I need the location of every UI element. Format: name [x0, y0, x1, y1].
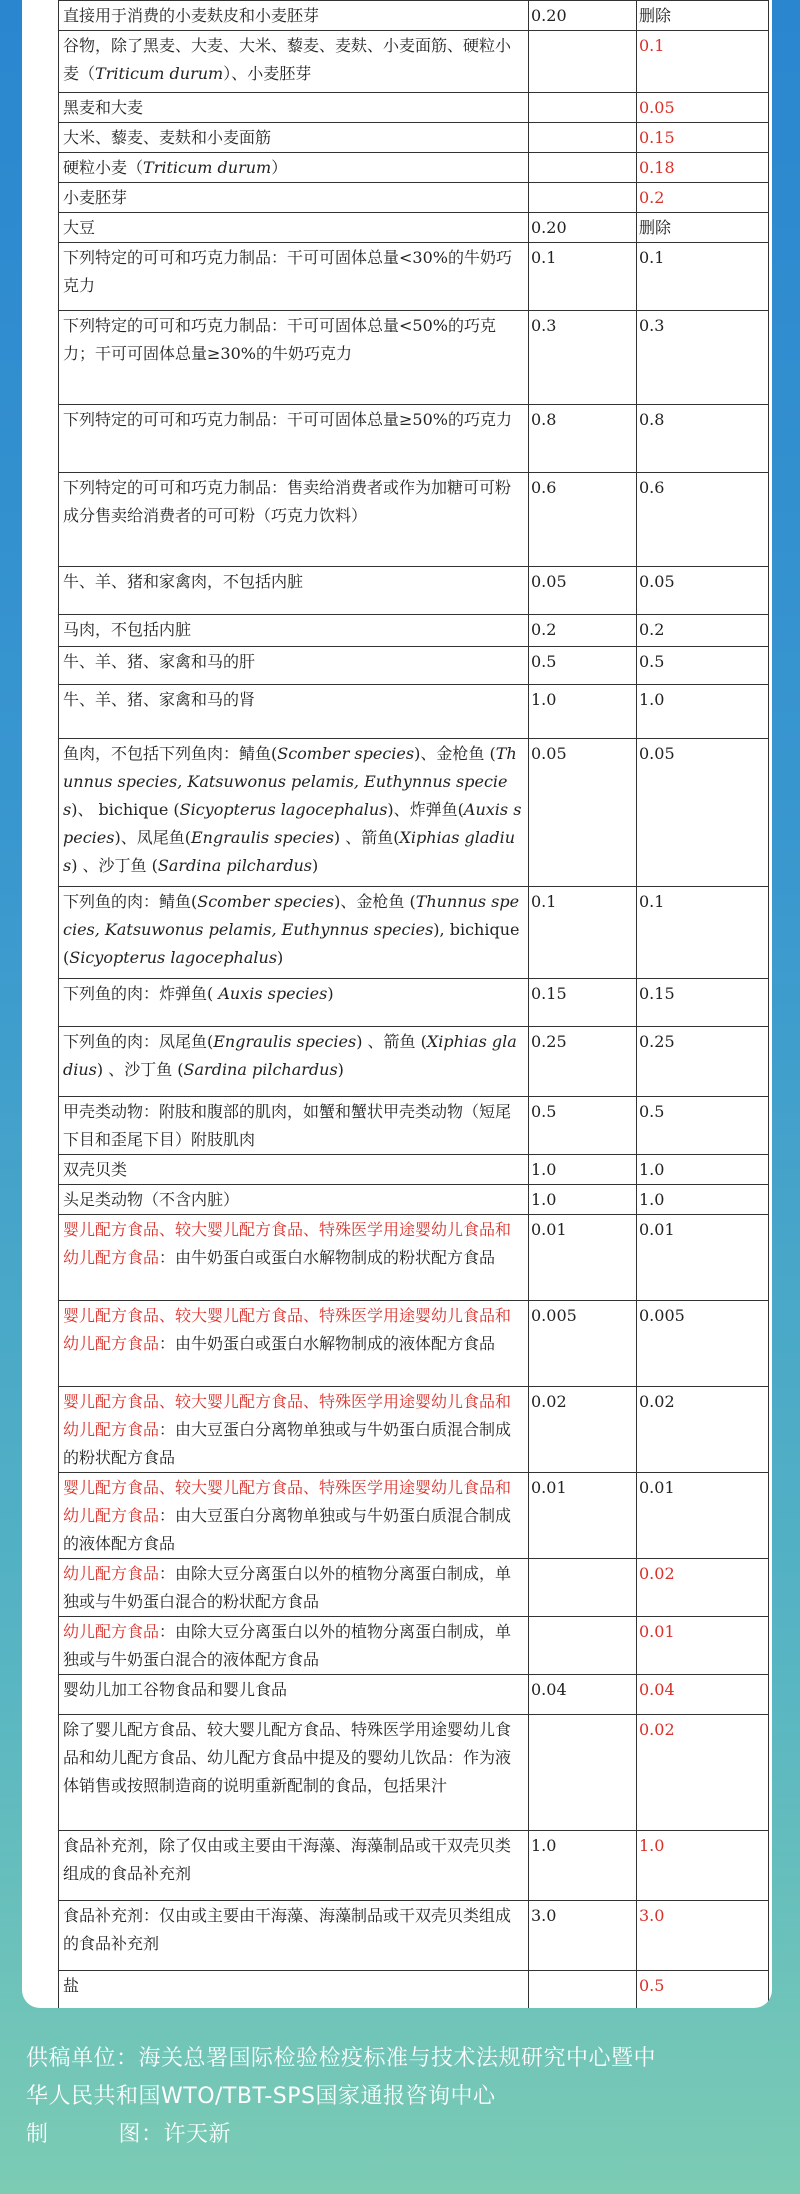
maker-label-b: 图：: [118, 2122, 164, 2147]
table-row: [59, 1185, 769, 1215]
current-limit-cell: 0.3: [529, 311, 637, 405]
proposed-limit-cell: 0.02: [637, 1715, 769, 1831]
table-row: [59, 1831, 769, 1901]
food-category-cell: 黑麦和大麦: [59, 93, 529, 123]
proposed-limit-cell: 0.2: [637, 615, 769, 647]
food-category-cell: 盐: [59, 1971, 529, 2009]
table-row: [59, 685, 769, 739]
proposed-limit-cell: 1.0: [637, 1831, 769, 1901]
table-row: [59, 243, 769, 311]
food-category-cell: 牛、羊、猪、家禽和马的肝: [59, 647, 529, 685]
food-category-cell: 牛、羊、猪和家禽肉，不包括内脏: [59, 567, 529, 615]
food-category-cell: 头足类动物（不含内脏）: [59, 1185, 529, 1215]
food-category-cell: 下列鱼的肉：凤尾鱼(Engraulis species) 、箭鱼 (Xiphias gladius) 、沙丁鱼 (Sardina pilchardus): [59, 1027, 529, 1097]
limits-table: [58, 0, 769, 2008]
food-category-cell: 幼儿配方食品：由除大豆分离蛋白以外的植物分离蛋白制成，单独或与牛奶蛋白混合的液体配方食品: [59, 1617, 529, 1675]
current-limit-cell: [529, 1617, 637, 1675]
proposed-limit-cell: 0.1: [637, 31, 769, 93]
source-text-1: 海关总署国际检验检疫标准与技术法规研究中心暨中: [138, 2046, 657, 2071]
table-row: [59, 311, 769, 405]
food-category-cell: 大米、藜麦、麦麸和小麦面筋: [59, 123, 529, 153]
food-category-cell: 甲壳类动物：附肢和腹部的肌肉，如蟹和蟹状甲壳类动物（短尾下目和歪尾下目）附肢肌肉: [59, 1097, 529, 1155]
food-category-cell: 牛、羊、猪、家禽和马的肾: [59, 685, 529, 739]
table-row: [59, 1473, 769, 1559]
proposed-limit-cell: 0.04: [637, 1675, 769, 1715]
proposed-limit-cell: 0.02: [637, 1559, 769, 1617]
food-category-cell: 直接用于消费的小麦麸皮和小麦胚芽: [59, 1, 529, 31]
food-category-cell: 小麦胚芽: [59, 183, 529, 213]
content-card: [22, 0, 772, 2008]
current-limit-cell: [529, 183, 637, 213]
current-limit-cell: 3.0: [529, 1901, 637, 1971]
proposed-limit-cell: 0.5: [637, 1097, 769, 1155]
proposed-limit-cell: 0.3: [637, 311, 769, 405]
current-limit-cell: 0.1: [529, 887, 637, 979]
food-category-cell: 下列特定的可可和巧克力制品：干可可固体总量≥50%的巧克力: [59, 405, 529, 473]
current-limit-cell: 1.0: [529, 1155, 637, 1185]
current-limit-cell: [529, 1971, 637, 2009]
food-category-cell: 食品补充剂：仅由或主要由干海藻、海藻制品或干双壳贝类组成的食品补充剂: [59, 1901, 529, 1971]
proposed-limit-cell: 3.0: [637, 1901, 769, 1971]
current-limit-cell: 0.01: [529, 1473, 637, 1559]
food-category-cell: 下列特定的可可和巧克力制品：售卖给消费者或作为加糖可可粉成分售卖给消费者的可可粉（巧克力饮料）: [59, 473, 529, 567]
footer-source-line1: [26, 2040, 786, 2078]
current-limit-cell: [529, 123, 637, 153]
table-row: [59, 93, 769, 123]
table-row: [59, 1215, 769, 1301]
proposed-limit-cell: 0.18: [637, 153, 769, 183]
food-category-cell: 婴幼儿加工谷物食品和婴儿食品: [59, 1675, 529, 1715]
footer-source-line2: [26, 2078, 786, 2116]
current-limit-cell: 0.05: [529, 567, 637, 615]
table-row: [59, 1617, 769, 1675]
food-category-cell: 婴儿配方食品、较大婴儿配方食品、特殊医学用途婴幼儿食品和幼儿配方食品：由牛奶蛋白或蛋白水解物制成的液体配方食品: [59, 1301, 529, 1387]
food-category-cell: 双壳贝类: [59, 1155, 529, 1185]
current-limit-cell: 0.20: [529, 1, 637, 31]
current-limit-cell: 0.05: [529, 739, 637, 887]
food-category-cell: 马肉，不包括内脏: [59, 615, 529, 647]
food-category-cell: 鱼肉，不包括下列鱼肉：鲭鱼(Scomber species)、金枪鱼 (Thunnus species, Katsuwonus pelamis, Euthynnus species)、 bichique (Sicyopterus lagocephalus)、炸弹鱼(Auxis species)、凤尾鱼(Engraulis species) 、箭鱼(Xiphias gladius) 、沙丁鱼 (Sardina pilchardus): [59, 739, 529, 887]
proposed-limit-cell: 0.15: [637, 123, 769, 153]
food-category-cell: 食品补充剂，除了仅由或主要由干海藻、海藻制品或干双壳贝类组成的食品补充剂: [59, 1831, 529, 1901]
proposed-limit-cell: 0.01: [637, 1473, 769, 1559]
table-row: [59, 1387, 769, 1473]
current-limit-cell: 0.2: [529, 615, 637, 647]
current-limit-cell: 0.6: [529, 473, 637, 567]
table-row: [59, 1027, 769, 1097]
table-row: [59, 1155, 769, 1185]
table-row: [59, 647, 769, 685]
table-row: [59, 213, 769, 243]
current-limit-cell: 0.8: [529, 405, 637, 473]
current-limit-cell: 0.25: [529, 1027, 637, 1097]
current-limit-cell: [529, 93, 637, 123]
food-category-cell: 下列鱼的肉：炸弹鱼( Auxis species): [59, 979, 529, 1027]
proposed-limit-cell: 1.0: [637, 1155, 769, 1185]
proposed-limit-cell: 0.25: [637, 1027, 769, 1097]
proposed-limit-cell: 0.1: [637, 243, 769, 311]
table-row: [59, 405, 769, 473]
proposed-limit-cell: 0.05: [637, 93, 769, 123]
footer-maker-line: [26, 2116, 786, 2154]
current-limit-cell: [529, 1559, 637, 1617]
proposed-limit-cell: 删除: [637, 213, 769, 243]
current-limit-cell: 1.0: [529, 1831, 637, 1901]
table-row: [59, 153, 769, 183]
food-category-cell: 下列特定的可可和巧克力制品：干可可固体总量<30%的牛奶巧克力: [59, 243, 529, 311]
table-row: [59, 739, 769, 887]
proposed-limit-cell: 0.15: [637, 979, 769, 1027]
current-limit-cell: 0.1: [529, 243, 637, 311]
proposed-limit-cell: 0.5: [637, 647, 769, 685]
source-label: 供稿单位：: [26, 2046, 139, 2071]
food-category-cell: 婴儿配方食品、较大婴儿配方食品、特殊医学用途婴幼儿食品和幼儿配方食品：由牛奶蛋白或蛋白水解物制成的粉状配方食品: [59, 1215, 529, 1301]
current-limit-cell: 1.0: [529, 1185, 637, 1215]
table-row: [59, 31, 769, 93]
food-category-cell: 婴儿配方食品、较大婴儿配方食品、特殊医学用途婴幼儿食品和幼儿配方食品：由大豆蛋白分离物单独或与牛奶蛋白质混合制成的粉状配方食品: [59, 1387, 529, 1473]
current-limit-cell: 0.01: [529, 1215, 637, 1301]
limits-table-body: [59, 1, 769, 2009]
proposed-limit-cell: 0.01: [637, 1617, 769, 1675]
maker-label-a: 制: [26, 2122, 49, 2147]
current-limit-cell: [529, 1715, 637, 1831]
current-limit-cell: 0.04: [529, 1675, 637, 1715]
table-row: [59, 567, 769, 615]
table-row: [59, 183, 769, 213]
table-row: [59, 979, 769, 1027]
current-limit-cell: [529, 153, 637, 183]
current-limit-cell: 0.005: [529, 1301, 637, 1387]
table-row: [59, 887, 769, 979]
table-row: [59, 1901, 769, 1971]
proposed-limit-cell: 0.05: [637, 739, 769, 887]
source-text-2: 华人民共和国WTO/TBT-SPS国家通报咨询中心: [26, 2084, 496, 2109]
proposed-limit-cell: 0.005: [637, 1301, 769, 1387]
food-category-cell: 除了婴儿配方食品、较大婴儿配方食品、特殊医学用途婴幼儿食品和幼儿配方食品、幼儿配方食品中提及的婴幼儿饮品：作为液体销售或按照制造商的说明重新配制的食品，包括果汁: [59, 1715, 529, 1831]
table-row: [59, 473, 769, 567]
food-category-cell: 硬粒小麦（Triticum durum）: [59, 153, 529, 183]
table-row: [59, 615, 769, 647]
proposed-limit-cell: 删除: [637, 1, 769, 31]
proposed-limit-cell: 1.0: [637, 1185, 769, 1215]
table-row: [59, 1301, 769, 1387]
maker-name: 许天新: [163, 2122, 232, 2147]
current-limit-cell: 0.20: [529, 213, 637, 243]
current-limit-cell: 0.02: [529, 1387, 637, 1473]
table-row: [59, 1559, 769, 1617]
food-category-cell: 下列特定的可可和巧克力制品：干可可固体总量<50%的巧克力；干可可固体总量≥30%的牛奶巧克力: [59, 311, 529, 405]
table-row: [59, 1715, 769, 1831]
table-row: [59, 1, 769, 31]
food-category-cell: 谷物，除了黑麦、大麦、大米、藜麦、麦麸、小麦面筋、硬粒小麦（Triticum durum）、小麦胚芽: [59, 31, 529, 93]
current-limit-cell: 0.15: [529, 979, 637, 1027]
current-limit-cell: 0.5: [529, 647, 637, 685]
footer: [26, 2040, 786, 2154]
table-row: [59, 1675, 769, 1715]
table-row: [59, 1971, 769, 2009]
current-limit-cell: 0.5: [529, 1097, 637, 1155]
table-row: [59, 1097, 769, 1155]
proposed-limit-cell: 0.8: [637, 405, 769, 473]
food-category-cell: 下列鱼的肉：鲭鱼(Scomber species)、金枪鱼 (Thunnus species, Katsuwonus pelamis, Euthynnus species), bichique (Sicyopterus lagocephalus): [59, 887, 529, 979]
food-category-cell: 幼儿配方食品：由除大豆分离蛋白以外的植物分离蛋白制成，单独或与牛奶蛋白混合的粉状配方食品: [59, 1559, 529, 1617]
proposed-limit-cell: 0.5: [637, 1971, 769, 2009]
proposed-limit-cell: 0.02: [637, 1387, 769, 1473]
current-limit-cell: [529, 31, 637, 93]
food-category-cell: 婴儿配方食品、较大婴儿配方食品、特殊医学用途婴幼儿食品和幼儿配方食品：由大豆蛋白分离物单独或与牛奶蛋白质混合制成的液体配方食品: [59, 1473, 529, 1559]
proposed-limit-cell: 0.05: [637, 567, 769, 615]
proposed-limit-cell: 1.0: [637, 685, 769, 739]
proposed-limit-cell: 0.1: [637, 887, 769, 979]
table-row: [59, 123, 769, 153]
current-limit-cell: 1.0: [529, 685, 637, 739]
proposed-limit-cell: 0.6: [637, 473, 769, 567]
proposed-limit-cell: 0.01: [637, 1215, 769, 1301]
food-category-cell: 大豆: [59, 213, 529, 243]
proposed-limit-cell: 0.2: [637, 183, 769, 213]
